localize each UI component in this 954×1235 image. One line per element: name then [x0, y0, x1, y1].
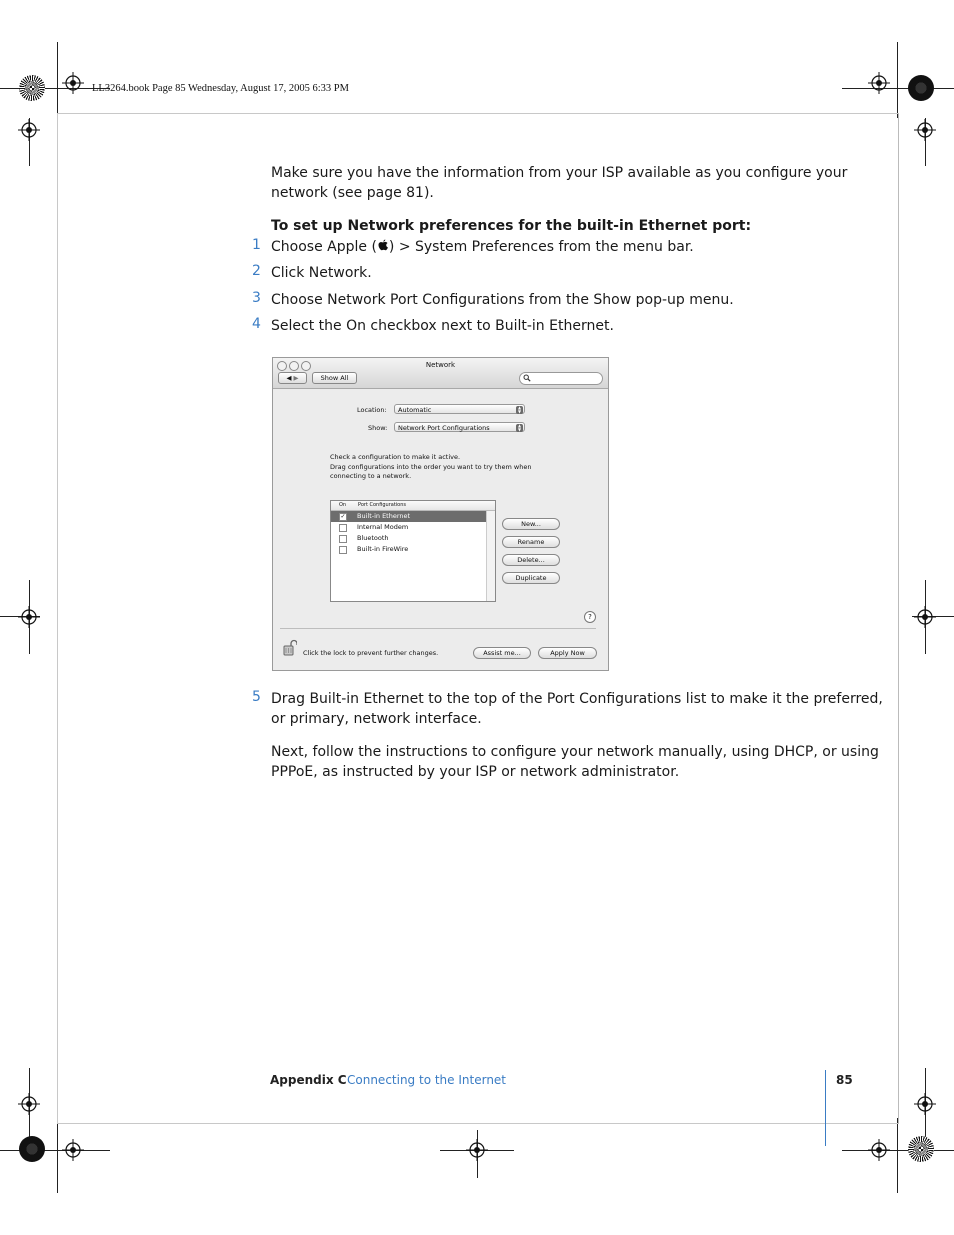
search-icon: [523, 374, 531, 382]
delete-button[interactable]: Delete...: [502, 554, 560, 566]
footer-rule: [825, 1070, 826, 1146]
step-number: 3: [252, 290, 261, 306]
port-name: Bluetooth: [357, 534, 389, 542]
search-field[interactable]: [519, 372, 603, 385]
step-text: [271, 689, 883, 729]
color-bar-sunburst-icon: [19, 75, 45, 101]
column-header-on[interactable]: On: [339, 502, 347, 508]
registration-mark-icon: [62, 72, 84, 94]
crop-line: [842, 88, 954, 89]
column-header-port-configurations[interactable]: Port Configurations: [358, 502, 407, 508]
registration-mark-icon: [868, 1139, 890, 1161]
footer-section: Appendix C: [270, 1073, 347, 1087]
step-number: 5: [252, 689, 261, 705]
color-bar-sunburst-icon: [908, 75, 934, 101]
closing-paragraph: [271, 742, 879, 782]
step-text: Choose Network Port Configurations from the Show pop-up menu.: [271, 292, 734, 308]
crop-line: [57, 1118, 58, 1193]
intro-line: network (see page 81).: [271, 185, 434, 201]
list-item[interactable]: [331, 544, 486, 555]
step-text: [271, 237, 694, 257]
apple-logo-icon: [377, 239, 389, 252]
show-all-button[interactable]: Show All: [312, 372, 357, 384]
step-line: Drag Built-in Ethernet to the top of the Port Configurations list to make it the preferred,: [271, 691, 883, 707]
registration-mark-icon: [18, 606, 40, 628]
window-titlebar: [273, 358, 608, 389]
list-scrollbar[interactable]: [486, 511, 495, 601]
instruction-line: Check a configuration to make it active.: [330, 453, 461, 461]
registration-mark-icon: [914, 1093, 936, 1115]
network-preferences-window: [272, 357, 609, 671]
intro-paragraph: [271, 163, 847, 203]
instructions-text: [330, 453, 531, 482]
intro-line: Make sure you have the information from your ISP available as you configure your: [271, 165, 848, 181]
assist-me-button[interactable]: Assist me...: [473, 647, 531, 659]
list-item[interactable]: [331, 511, 486, 522]
list-header: [331, 501, 495, 511]
port-name: Built-in FireWire: [357, 545, 409, 553]
port-checkbox[interactable]: ✓: [340, 513, 346, 520]
procedure-heading: To set up Network preferences for the built-in Ethernet port:: [271, 218, 752, 234]
step-text: Click Network.: [271, 265, 372, 281]
crop-line: [842, 1150, 954, 1151]
port-checkbox[interactable]: [339, 546, 347, 554]
closing-line: Next, follow the instructions to configure your network manually, using DHCP, or using: [271, 744, 879, 760]
window-title: Network: [425, 361, 456, 369]
print-slug: LL3264.book Page 85 Wednesday, August 17, 2005 6:33 PM: [92, 83, 349, 94]
help-button[interactable]: ?: [584, 611, 596, 623]
closing-line: PPPoE, as instructed by your ISP or network administrator.: [271, 764, 680, 780]
port-name: Built-in Ethernet: [357, 512, 411, 520]
registration-mark-icon: [62, 1139, 84, 1161]
page-number: 85: [836, 1073, 853, 1087]
port-checkbox[interactable]: [339, 535, 347, 543]
registration-mark-icon: [868, 72, 890, 94]
crop-line: [897, 1118, 898, 1193]
back-arrow-icon[interactable]: ◀: [286, 374, 292, 382]
color-bar-sunburst-icon: [19, 1136, 45, 1162]
popup-arrows-icon: ▲ ▼: [517, 423, 522, 432]
port-name: Internal Modem: [357, 523, 409, 531]
location-popup[interactable]: [394, 404, 525, 414]
show-popup[interactable]: [394, 422, 525, 432]
show-label: Show:: [368, 424, 388, 432]
registration-mark-icon: [18, 1093, 40, 1115]
location-popup-value: Automatic: [398, 406, 432, 414]
new-button[interactable]: New...: [502, 518, 560, 530]
popup-arrows-icon: ▲ ▼: [517, 405, 522, 414]
back-forward-control[interactable]: [278, 372, 307, 384]
step-text: Select the On checkbox next to Built-in Ethernet.: [271, 318, 614, 334]
lock-text: Click the lock to prevent further changes.: [303, 649, 439, 657]
list-item[interactable]: [331, 522, 486, 533]
step-text-part: Choose Apple (: [271, 239, 377, 255]
registration-mark-icon: [18, 119, 40, 141]
list-item[interactable]: [331, 533, 486, 544]
instruction-line: connecting to a network.: [330, 472, 412, 480]
crop-line: [897, 42, 898, 118]
forward-arrow-icon[interactable]: ▶: [293, 374, 299, 382]
port-configurations-list[interactable]: [330, 500, 496, 602]
rename-button[interactable]: Rename: [502, 536, 560, 548]
lock-icon[interactable]: [283, 639, 297, 656]
port-checkbox[interactable]: [339, 524, 347, 532]
show-popup-value: Network Port Configurations: [398, 424, 490, 432]
location-label: Location:: [357, 406, 387, 414]
registration-mark-icon: [914, 606, 936, 628]
step-number: 1: [252, 237, 261, 253]
registration-mark-icon: [914, 119, 936, 141]
duplicate-button[interactable]: Duplicate: [502, 572, 560, 584]
crop-line: [57, 42, 58, 118]
color-bar-sunburst-icon: [908, 1136, 934, 1162]
step-line: or primary, network interface.: [271, 711, 482, 727]
step-text-part: ) > System Preferences from the menu bar.: [388, 239, 694, 255]
apply-now-button[interactable]: Apply Now: [538, 647, 597, 659]
crop-line: [0, 1150, 110, 1151]
step-number: 2: [252, 263, 261, 279]
instruction-line: Drag configurations into the order you want to try them when: [330, 462, 532, 471]
footer-chapter: Connecting to the Internet: [347, 1073, 507, 1087]
step-number: 4: [252, 316, 261, 332]
separator: [280, 628, 596, 629]
registration-mark-icon: [466, 1139, 488, 1161]
